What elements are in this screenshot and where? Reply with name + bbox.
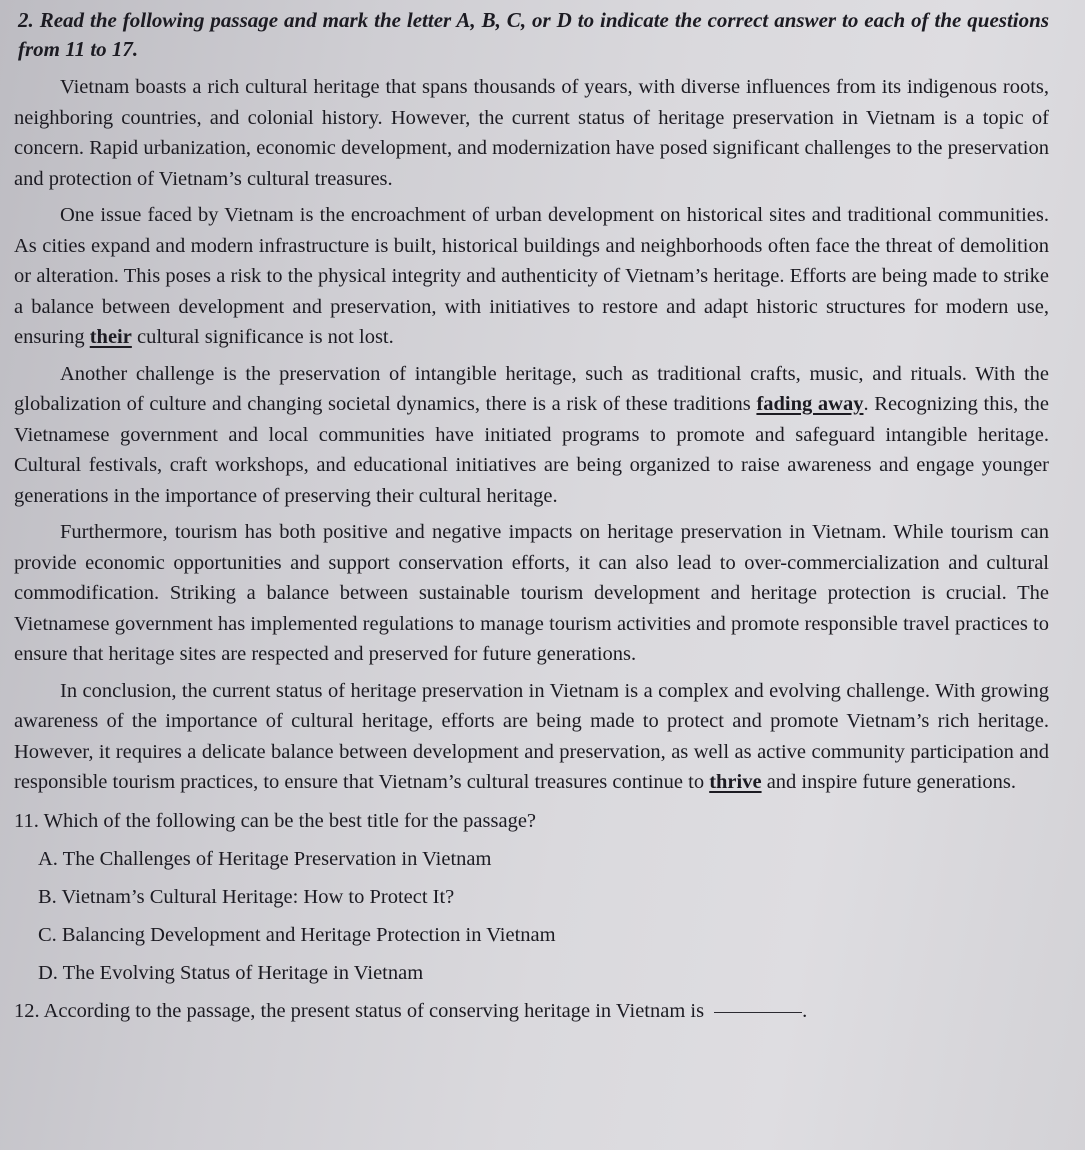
passage-paragraph-3 <box>14 359 1049 512</box>
passage-paragraph-5 <box>14 676 1049 798</box>
underlined-phrase-fading-away: fading away <box>756 393 864 415</box>
question-11: 11. Which of the following can be the best title for the passage? <box>14 809 537 832</box>
underlined-word-thrive: thrive <box>709 771 762 793</box>
question-11-option-d[interactable]: D. The Evolving Status of Heritage in Vietnam <box>38 961 424 984</box>
paragraph-3-text-start: Another challenge is the preservation of intangible heritage, such as traditional crafts, music, and rituals. With the globalization of culture and changing societal dynamics, there is a risk of these traditions <box>14 362 1049 415</box>
paragraph-5-text-start: In conclusion, the current status of heritage preservation in Vietnam is a complex and evolving challenge. With growing awareness of the importance of cultural heritage, efforts are being made to protect and promote Vietnam’s rich heritage. However, it requires a delicate balance between development and preservation, as well as active community participation and responsible tourism practices, to ensure that Vietnam’s cultural treasures continue to <box>14 679 1049 793</box>
passage-paragraph-4: Furthermore, tourism has both positive and negative impacts on heritage preservation in Vietnam. While tourism can provide economic opportunities and support conservation efforts, it can also lead to over-commercialization and cultural commodification. Striking a balance between sustainable tourism development and heritage protection is crucial. The Vietnamese government has implemented regulations to manage tourism activities and promote responsible travel practices to ensure that heritage sites are respected and preserved for future generations. <box>14 521 1049 665</box>
underlined-word-their: their <box>89 326 132 348</box>
paragraph-3-text-end: . Recognizing this, the Vietnamese government and local communities have initiated programs to promote and safeguard intangible heritage. Cultural festivals, craft workshops, and educational initiatives are being organized to raise awareness and engage younger generations in the importance of preserving their cultural heritage. <box>14 393 1049 507</box>
paragraph-5-text-end: and inspire future generations. <box>761 771 1017 793</box>
question-12-end: . <box>802 999 808 1022</box>
question-11-option-b[interactable]: B. Vietnam’s Cultural Heritage: How to Protect It? <box>38 885 455 908</box>
question-12 <box>14 996 1049 1026</box>
question-12-text: 12. According to the passage, the present status of conserving heritage in Vietnam is <box>14 999 705 1022</box>
passage-paragraph-2 <box>14 200 1049 353</box>
paragraph-2-text-end: cultural significance is not lost. <box>131 326 394 348</box>
answer-blank[interactable] <box>714 1012 802 1013</box>
exercise-instruction: 2. Read the following passage and mark the letter A, B, C, or D to indicate the correct answer to each of the questions from 11 to 17. <box>18 8 1049 61</box>
question-11-option-a[interactable]: A. The Challenges of Heritage Preservation in Vietnam <box>38 847 492 870</box>
passage-paragraph-1: Vietnam boasts a rich cultural heritage that spans thousands of years, with diverse influences from its indigenous roots, neighboring countries, and colonial history. However, the current status of heritage preservation in Vietnam is a topic of concern. Rapid urbanization, economic development, and modernization have posed significant challenges to the preservation and protection of Vietnam’s cultural treasures. <box>14 76 1049 190</box>
question-11-options <box>14 844 1049 988</box>
paragraph-2-text-start: One issue faced by Vietnam is the encroachment of urban development on historical sites and traditional communities. As cities expand and modern infrastructure is built, historical buildings and neighborhoods often face the threat of demolition or alteration. This poses a risk to the physical integrity and authenticity of Vietnam’s heritage. Efforts are being made to strike a balance between development and preservation, with initiatives to restore and adapt historic structures for modern use, ensuring <box>14 204 1049 348</box>
question-11-option-c[interactable]: C. Balancing Development and Heritage Protection in Vietnam <box>38 923 556 946</box>
